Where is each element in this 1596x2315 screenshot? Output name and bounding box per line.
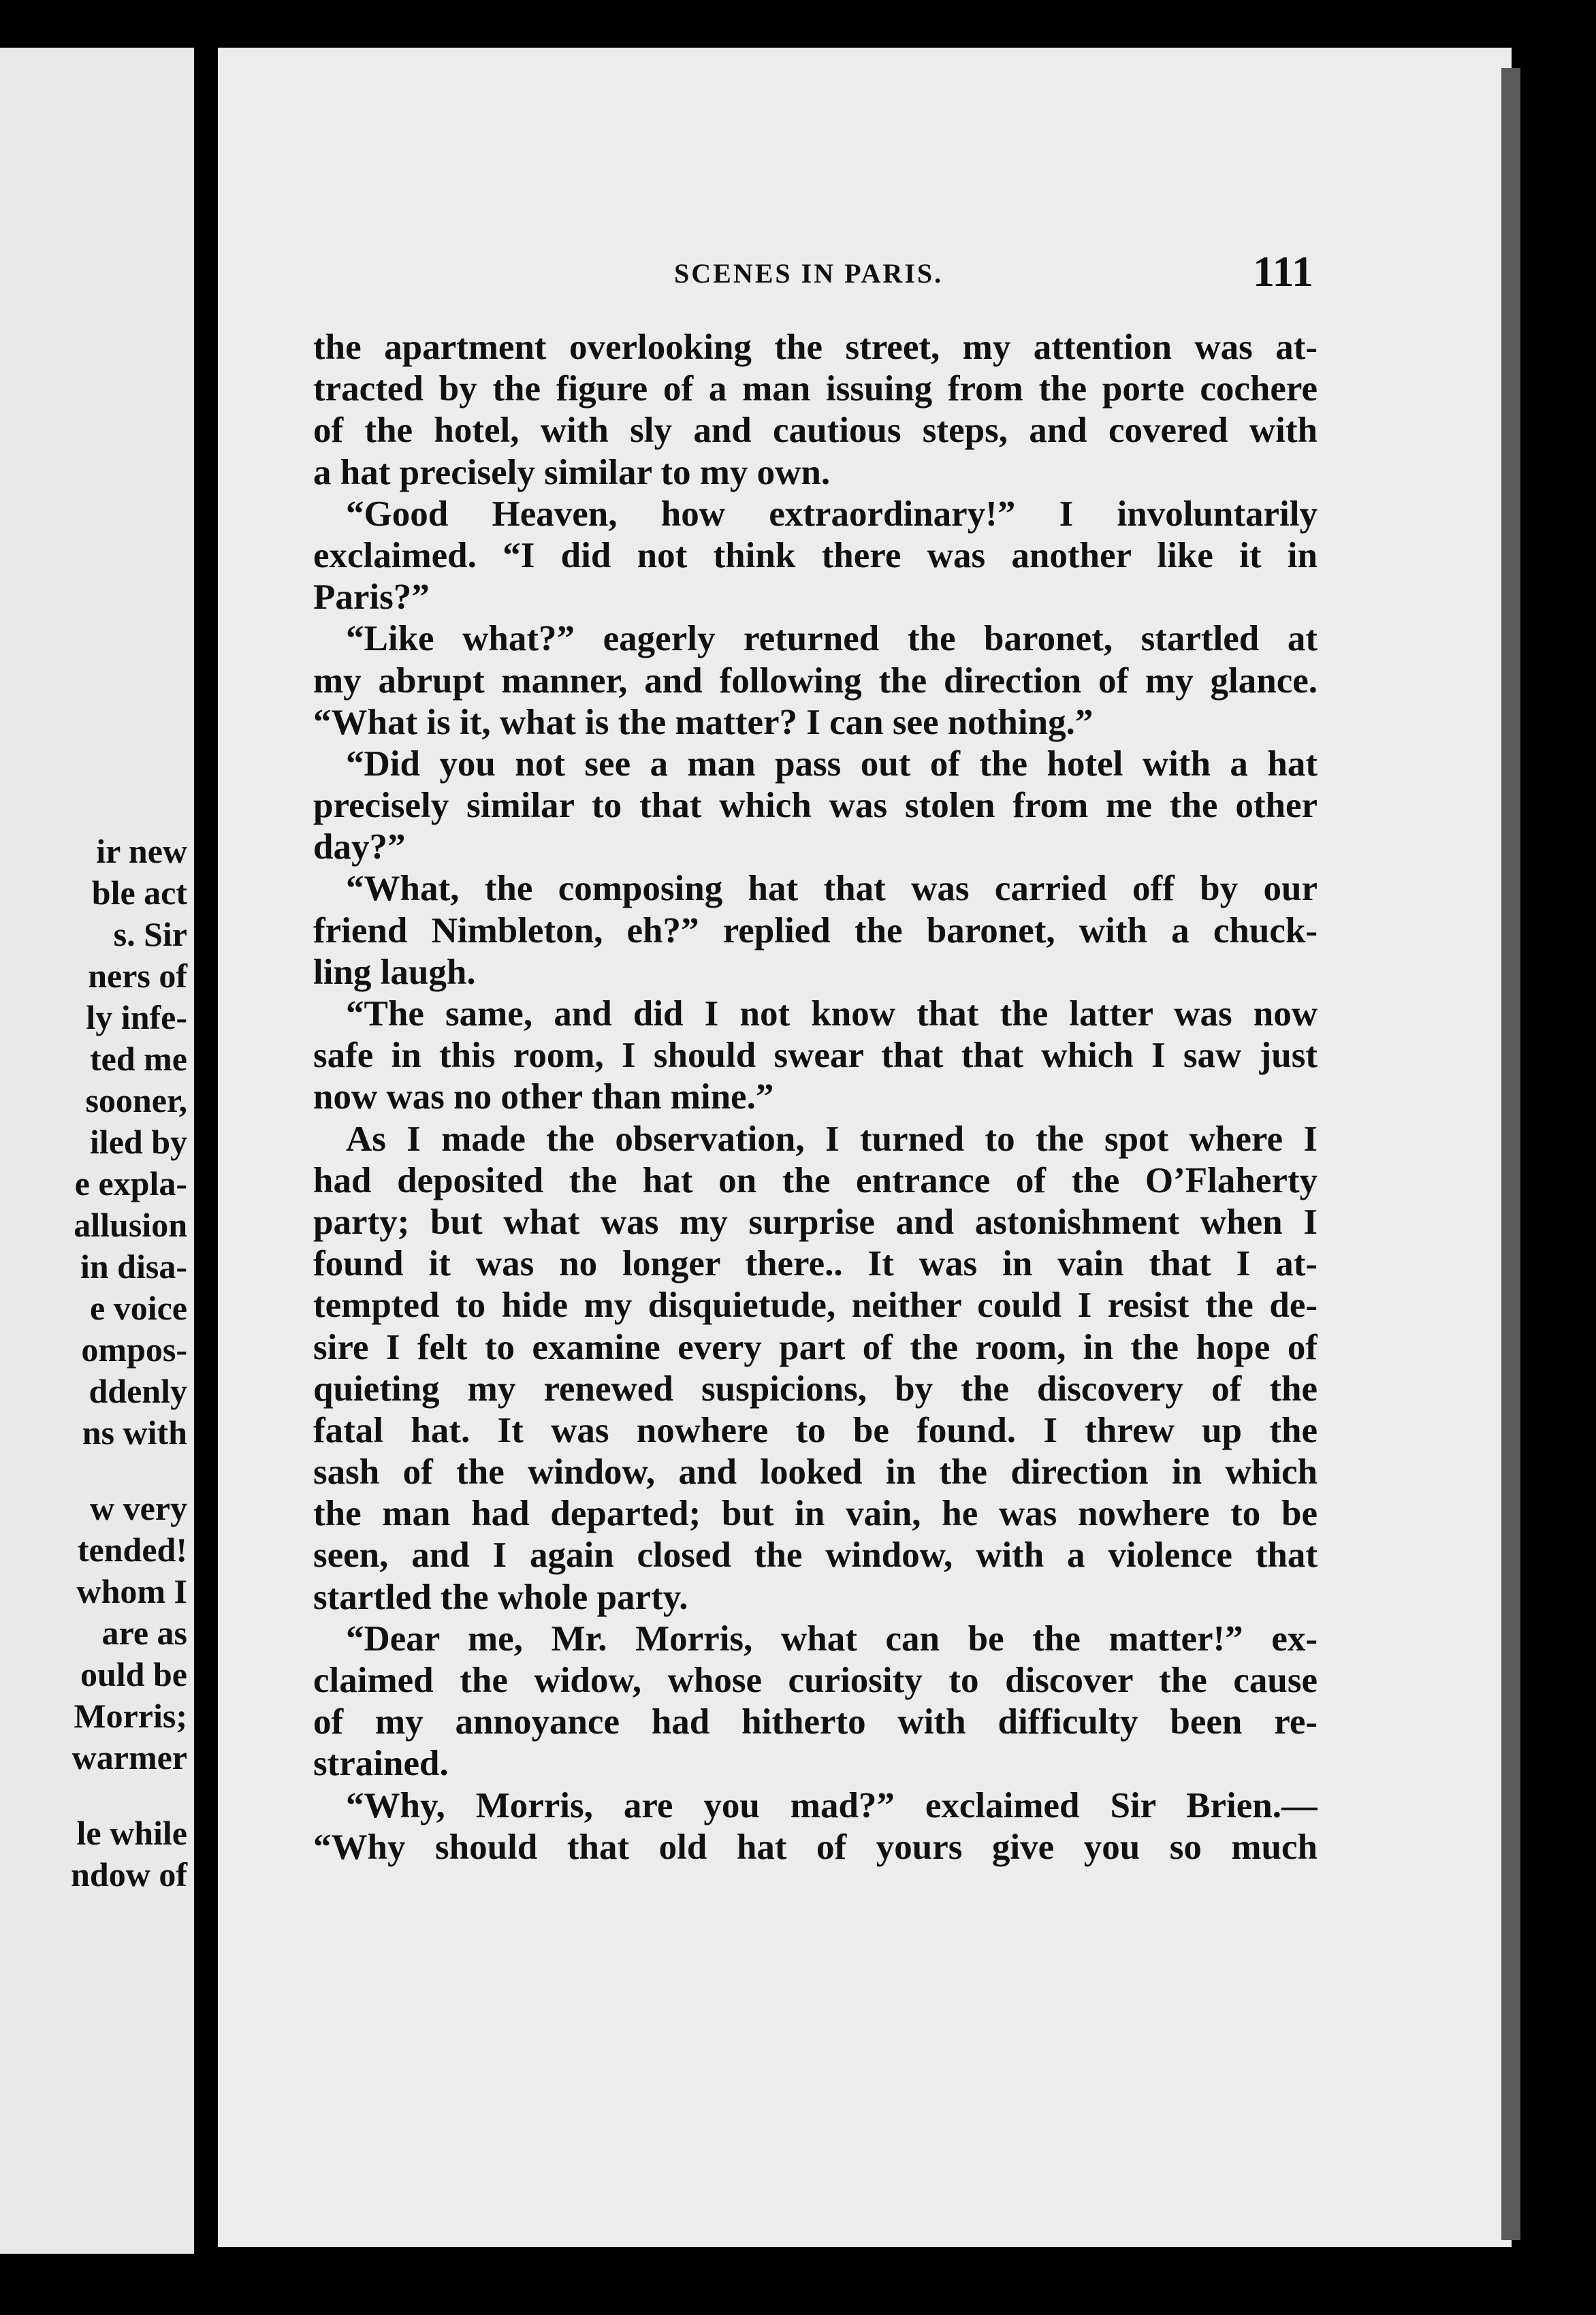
text-line: of my annoyance had hitherto with difficulty been re- [313,1702,1318,1742]
facing-line: ted me [90,1040,187,1078]
text-line: safe in this room, I should swear that that which I saw just [313,1036,1318,1076]
text-line: strained. [313,1744,449,1784]
facing-line: w very [90,1489,187,1527]
facing-line: ompos- [81,1330,187,1369]
text-line: sire I felt to examine every part of the room, in the hope of [313,1327,1318,1367]
text-line: startled the whole party. [313,1577,688,1617]
facing-page-text [0,831,187,1896]
text-line: “What, the composing hat that was carried off by our [346,869,1318,909]
text-line: my abrupt manner, and following the direction of my glance. [313,660,1318,701]
text-line: claimed the widow, whose curiosity to discover the cause [313,1661,1318,1700]
text-line: now was no other than mine.” [313,1077,774,1117]
body-text [313,327,1318,1868]
page-number: 111 [1253,247,1313,296]
facing-line: ns with [82,1414,187,1452]
facing-line: e expla- [74,1164,187,1202]
text-line: the apartment overlooking the street, my attention was at- [313,328,1318,367]
facing-line: iled by [89,1123,187,1161]
facing-line: whom I [76,1572,187,1610]
text-line: “Dear me, Mr. Morris, what can be the matter!” ex- [346,1618,1318,1659]
facing-line: ould be [80,1655,187,1693]
text-line: quieting my renewed suspicions, by the discovery of the [313,1369,1318,1409]
text-line: seen, and I again closed the window, with a violence that [313,1535,1318,1576]
text-line: sash of the window, and looked in the direction in which [313,1452,1318,1492]
text-line: “What is it, what is the matter? I can see nothing.” [313,702,1094,742]
facing-page [0,48,194,2254]
facing-line: warmer [71,1738,187,1776]
text-line: As I made the observation, I turned to the spot where I [346,1119,1318,1159]
facing-line: sooner, [85,1081,187,1119]
text-line: “Good Heaven, how extraordinary!” I involuntarily [346,494,1318,534]
text-line: Paris?” [313,577,430,618]
text-line: “Why should that old hat of yours give you so much [313,1827,1318,1867]
text-line: ling laugh. [313,952,476,992]
text-line: party; but what was my surprise and astonishment when I [313,1202,1318,1242]
facing-line: ddenly [89,1372,187,1410]
text-line: “Why, Morris, are you mad?” exclaimed Sir Brien.— [346,1785,1318,1825]
facing-line: ble act [91,874,187,912]
text-line: tempted to hide my disquietude, neither could I resist the de- [313,1286,1318,1326]
text-line: “Did you not see a man pass out of the hotel with a hat [346,744,1318,784]
text-line: fatal hat. It was nowhere to be found. I threw up the [313,1410,1318,1450]
facing-line: tended! [77,1531,187,1569]
text-line: “The same, and did I not know that the latter was now [346,994,1318,1034]
running-head: SCENES IN PARIS. [674,258,944,289]
text-line: had deposited the hat on the entrance of the O’Flaherty [313,1160,1318,1200]
facing-line: le while [76,1814,187,1852]
text-line: of the hotel, with sly and cautious steps, and covered with [313,411,1318,451]
text-line: precisely similar to that which was stolen from me the other [313,786,1318,826]
facing-line: allusion [74,1206,187,1244]
facing-line: ndow of [71,1855,187,1894]
page-edge [1501,68,1520,2240]
text-line: friend Nimbleton, eh?” replied the baronet, with a chuck- [313,910,1318,951]
text-line: tracted by the figure of a man issuing from the porte cochere [313,369,1318,409]
text-line: found it was no longer there.. It was in vain that I at- [313,1244,1318,1284]
facing-line: s. Sir [113,915,187,953]
text-line: a hat precisely similar to my own. [313,452,831,492]
facing-line: are as [101,1614,187,1652]
facing-line: e voice [90,1289,187,1327]
text-line: exclaimed. “I did not think there was another like it in [313,535,1318,575]
text-line: the man had departed; but in vain, he was nowhere to be [313,1494,1318,1534]
facing-line: ir new [96,832,187,870]
facing-line: Morris; [74,1697,187,1735]
facing-line: ners of [88,957,187,995]
text-line: “Like what?” eagerly returned the baronet, startled at [346,619,1318,659]
facing-line: ly infe- [86,998,187,1036]
text-line: day?” [313,827,406,867]
facing-line: in disa- [80,1247,187,1286]
